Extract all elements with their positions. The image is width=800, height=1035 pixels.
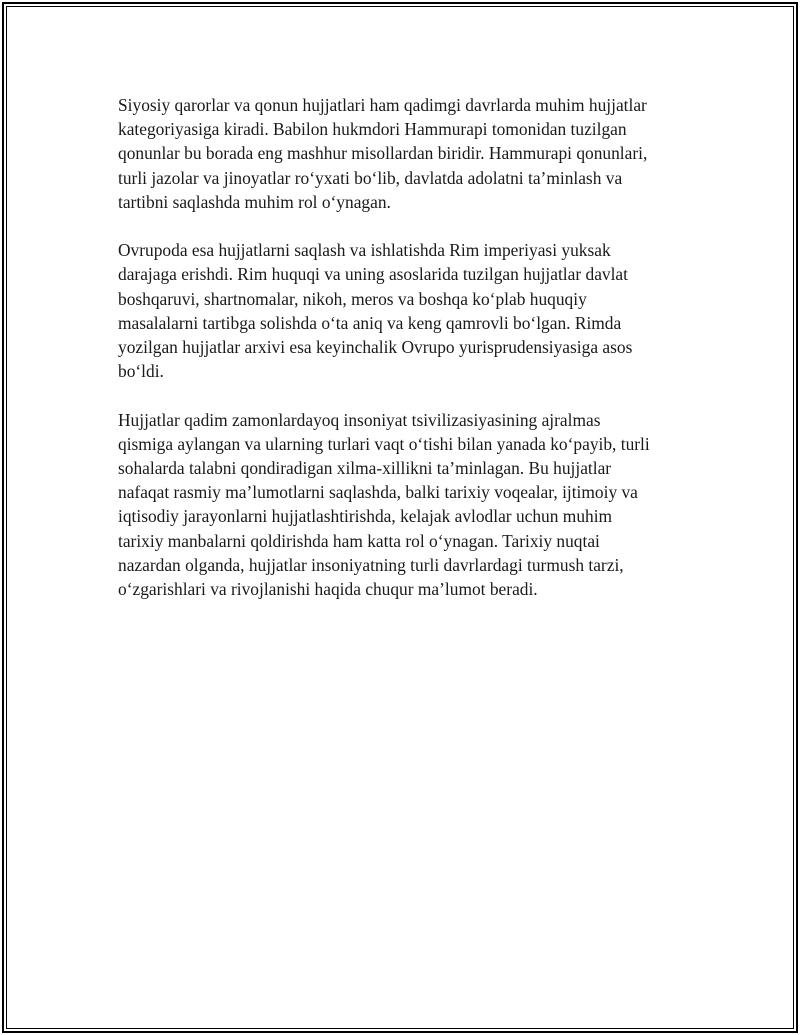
- document-body: [118, 93, 698, 625]
- text-line: qismiga aylangan va ularning turlari vaqt o‘tishi bilan yanada ko‘payib, turli: [118, 433, 650, 454]
- text-line: kategoriyasiga kiradi. Babilon hukmdori Hammurapi tomonidan tuzilgan: [118, 119, 627, 140]
- text-line: qonunlar bu borada eng mashhur misollardan biridir. Hammurapi qonunlari,: [118, 143, 648, 164]
- text-line: nafaqat rasmiy ma’lumotlarni saqlashda, balki tarixiy voqealar, ijtimoiy va: [118, 482, 638, 503]
- text-line: boshqaruvi, shartnomalar, nikoh, meros va boshqa ko‘plab huquqiy: [118, 288, 587, 309]
- text-line: tartibni saqlashda muhim rol o‘ynagan.: [118, 191, 391, 212]
- text-line: o‘zgarishlari va rivojlanishi haqida chuqur ma’lumot beradi.: [118, 579, 538, 600]
- text-line: Hujjatlar qadim zamonlardayoq insoniyat tsivilizasiyasining ajralmas: [118, 409, 601, 430]
- text-line: sohalarda talabni qondiradigan xilma-xillikni ta’minlagan. Bu hujjatlar: [118, 458, 612, 479]
- text-line: bo‘ldi.: [118, 361, 164, 382]
- text-line: Siyosiy qarorlar va qonun hujjatlari ham qadimgi davrlarda muhim hujjatlar: [118, 95, 647, 115]
- paragraph-1: [118, 93, 698, 214]
- text-line: nazardan olganda, hujjatlar insoniyatning turli davrlardagi turmush tarzi,: [118, 554, 624, 575]
- text-line: tarixiy manbalarni qoldirishda ham katta rol o‘ynagan. Tarixiy nuqtai: [118, 530, 600, 551]
- text-line: darajaga erishdi. Rim huquqi va uning asoslarida tuzilgan hujjatlar davlat: [118, 264, 628, 285]
- text-line: Ovrupoda esa hujjatlarni saqlash va ishlatishda Rim imperiyasi yuksak: [118, 240, 611, 261]
- text-line: turli jazolar va jinoyatlar ro‘yxati bo‘lib, davlatda adolatni ta’minlash va: [118, 167, 623, 188]
- text-line: masalalarni tartibga solishda o‘ta aniq va keng qamrovli bo‘lgan. Rimda: [118, 312, 622, 333]
- text-line: yozilgan hujjatlar arxivi esa keyinchalik Ovrupo yurisprudensiyasiga asos: [118, 337, 633, 358]
- text-line: iqtisodiy jarayonlarni hujjatlashtirishda, kelajak avlodlar uchun muhim: [118, 506, 613, 527]
- paragraph-2: [118, 238, 698, 383]
- paragraph-3: [118, 408, 698, 602]
